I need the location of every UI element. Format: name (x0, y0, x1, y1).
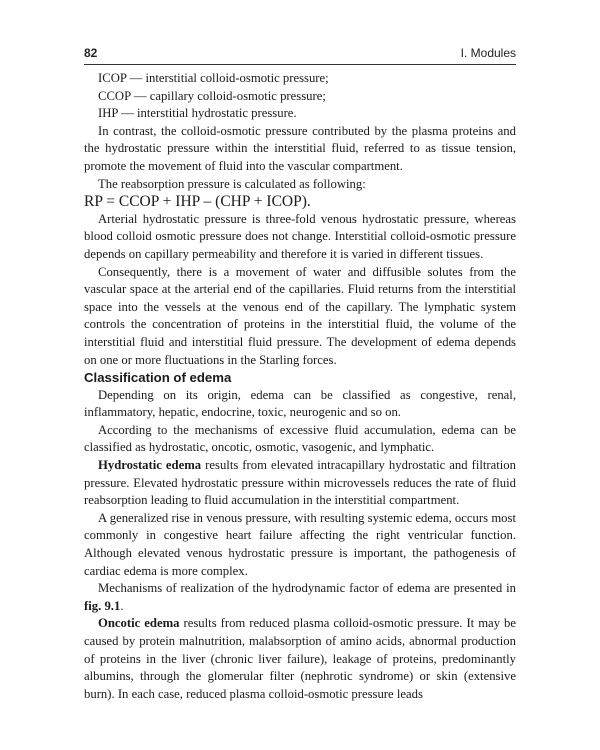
definition-ccop: CCOP — capillary colloid-osmotic pressure; (98, 88, 326, 103)
section-title: I. Modules (460, 46, 516, 60)
page-number: 82 (84, 46, 98, 60)
paragraph: Depending on its origin, edema can be classified as congestive, renal, inflammatory, hepatic, endocrine, toxic, neurogenic and so on. (84, 387, 516, 420)
page-body (84, 70, 516, 703)
running-head (84, 44, 516, 65)
paragraph: In contrast, the colloid-osmotic pressure contributed by the plasma proteins and the hydrostatic pressure within the interstitial fluid, referred to as tissue tension, promote the movement of fluid into the vascular compartment. (84, 123, 516, 173)
term-oncotic-edema: Oncotic edema (98, 616, 180, 631)
figure-reference: fig. 9.1 (84, 598, 121, 613)
definition-ihp: IHP — interstitial hydrostatic pressure. (98, 106, 297, 121)
paragraph-text: results from elevated intracapillary hydrostatic and filtration pressure. Elevated hydrostatic pressure within microvessels reduces the rate of fluid reabsorption leading to fluid accumulation in the interstitial compartment. (84, 458, 516, 508)
paragraph: The reabsorption pressure is calculated as following: (98, 176, 366, 191)
paragraph (84, 615, 516, 703)
paragraph: A generalized rise in venous pressure, with resulting systemic edema, occurs most commonly in congestive heart failure affecting the right ventricular function. Although elevated venous hydrostatic pressure is important, the pathogenesis of cardiac edema is more complex. (84, 510, 516, 578)
section-heading: Classification of edema (84, 370, 232, 386)
formula: RP = CCOP + IHP – (CHP + ICOP). (84, 193, 311, 211)
paragraph-text: . (120, 598, 124, 613)
paragraph: According to the mechanisms of excessive fluid accumulation, edema can be classified as hydrostatic, oncotic, osmotic, vasogenic, and lymphatic. (84, 422, 516, 455)
paragraph (84, 457, 516, 510)
definition-icop: ICOP — interstitial colloid-osmotic pressure; (98, 71, 329, 85)
paragraph (84, 580, 516, 615)
paragraph: Arterial hydrostatic pressure is three-fold venous hydrostatic pressure, whereas blood colloid osmotic pressure does not change. Interstitial colloid-osmotic pressure depends on capillary permeability and therefore it is varied in different tissues. (84, 211, 516, 261)
term-hydrostatic-edema: Hydrostatic edema (98, 458, 202, 473)
paragraph: Consequently, there is a movement of water and diffusible solutes from the vascular space at the arterial end of the capillaries. Fluid returns from the interstitial space into the vessels at the venous end of the capillary. The lymphatic system controls the concentration of proteins in the interstitial fluid, the volume of the interstitial fluid and interstitial fluid pressure. The development of edema depends on one or more fluctuations in the Starling forces. (84, 264, 516, 367)
paragraph-text: results from reduced plasma colloid-osmotic pressure. It may be caused by protein malnutrition, malabsorption of amino acids, abnormal production of proteins in the liver (chronic liver failure), leakage of proteins, predominantly albumins, through the glomerular filter (nephrotic syndrome) or skin (extensive burn). In each case, reduced plasma colloid-osmotic pressure leads (84, 616, 517, 701)
paragraph-text: Mechanisms of realization of the hydrodynamic factor of edema are presented in (98, 581, 516, 596)
